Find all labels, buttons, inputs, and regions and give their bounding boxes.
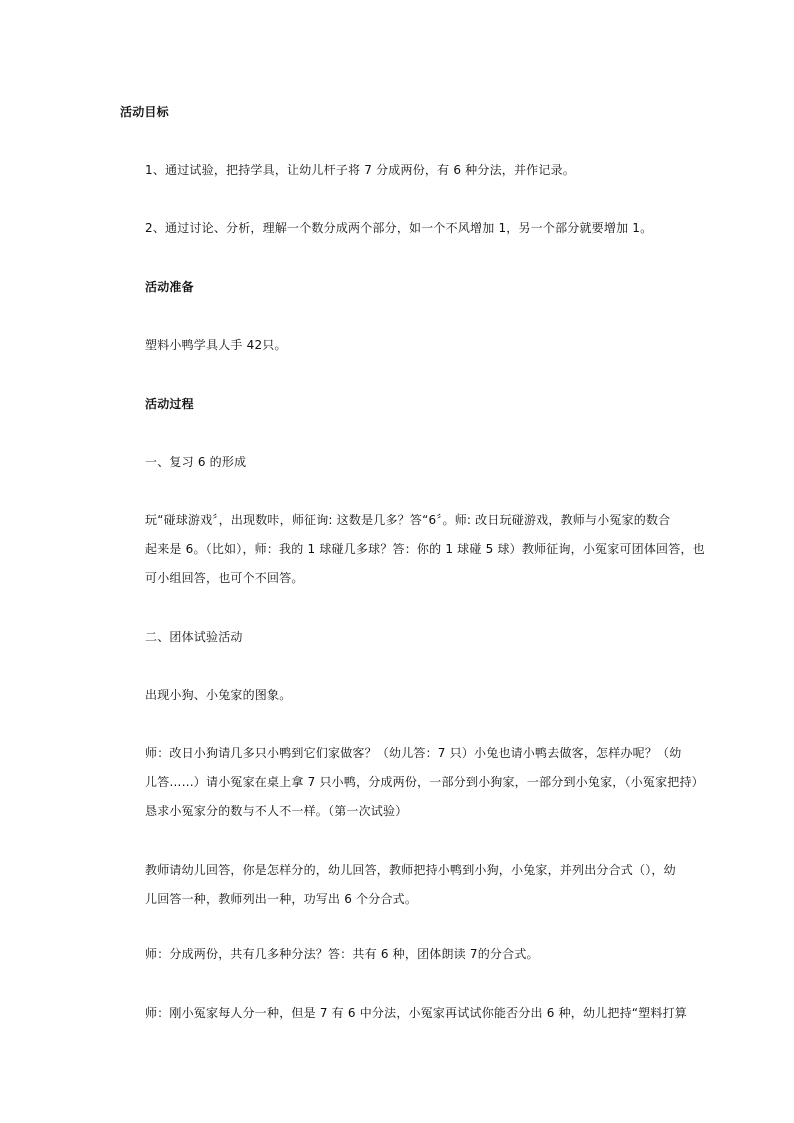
heading-activity-prep: 活动准备	[145, 280, 194, 294]
paragraph-line: 儿答……）请小冤家在桌上拿 7 只小鸭，分成两份，一部分到小狗家，一部分到小兔家，（小冤家把持）	[145, 775, 704, 789]
paragraph-line: 玩“碰球游戏〞，出现数咔，师征询: 这数是几多？答“6〞。师: 改日玩碰游戏，教师与小冤家的数合	[145, 513, 671, 527]
paragraph-review-game-cont2	[145, 564, 680, 593]
paragraph-teacher-asks-cont	[145, 885, 680, 914]
goal-item-1: 1、通过试验，把持学具，让幼儿杆子将 7 分成两份，有 6 种分法，并作记录。	[145, 163, 575, 177]
paragraph-line: 可小组回答，也可个不回答。	[145, 571, 304, 585]
paragraph-ducks-visit-cont2	[145, 797, 680, 826]
paragraph-review-game-cont	[145, 535, 705, 564]
heading-activity-process: 活动过程	[145, 397, 194, 411]
paragraph-teacher-asks	[145, 856, 680, 885]
paragraph-six-ways: 师：分成两份，共有几多种分法？答：共有 6 种，团体朗读 7的分合式。	[145, 947, 539, 961]
paragraph-show-images: 出现小狗、小兔家的图象。	[145, 688, 292, 702]
paragraph-ducks-visit	[145, 739, 680, 768]
paragraph-try-again: 师：刚小冤家每人分一种，但是 7 有 6 中分法，小冤家再试试你能否分出 6 种，幼儿把持“塑料打算	[145, 1006, 688, 1020]
paragraph-line: 儿回答一种，教师列出一种，功写出 6 个分合式。	[145, 892, 418, 906]
paragraph-line: 恳求小冤家分的数与不人不一样。（第一次试验）	[145, 804, 408, 818]
paragraph-ducks-visit-cont	[145, 768, 704, 797]
step1-title: 一、复习 6 的形成	[145, 455, 247, 469]
goal-item-2: 2、通过讨论、分析，理解一个数分成两个部分，如一个不风增加 1，另一个部分就要增加 1。	[145, 221, 653, 235]
paragraph-line: 师：改日小狗请几多只小鸭到它们家做客？（幼儿答：7 只）小兔也请小鸭去做客，怎样办呢？（幼	[145, 746, 682, 760]
paragraph-line: 起来是 6。（比如），师：我的 1 球碰几多球？答：你的 1 球碰 5 球）教师征询，小冤家可团体回答，也	[145, 542, 705, 556]
step2-title: 二、团体试验活动	[145, 630, 243, 644]
paragraph-line: 教师请幼儿回答，你是怎样分的，幼儿回答，教师把持小鸭到小狗，小兔家，并列出分合式（），幼	[145, 863, 676, 877]
prep-item: 塑料小鸭学具人手 42只。	[145, 338, 287, 352]
paragraph-review-game	[145, 506, 680, 535]
heading-activity-goal: 活动目标	[120, 105, 169, 119]
